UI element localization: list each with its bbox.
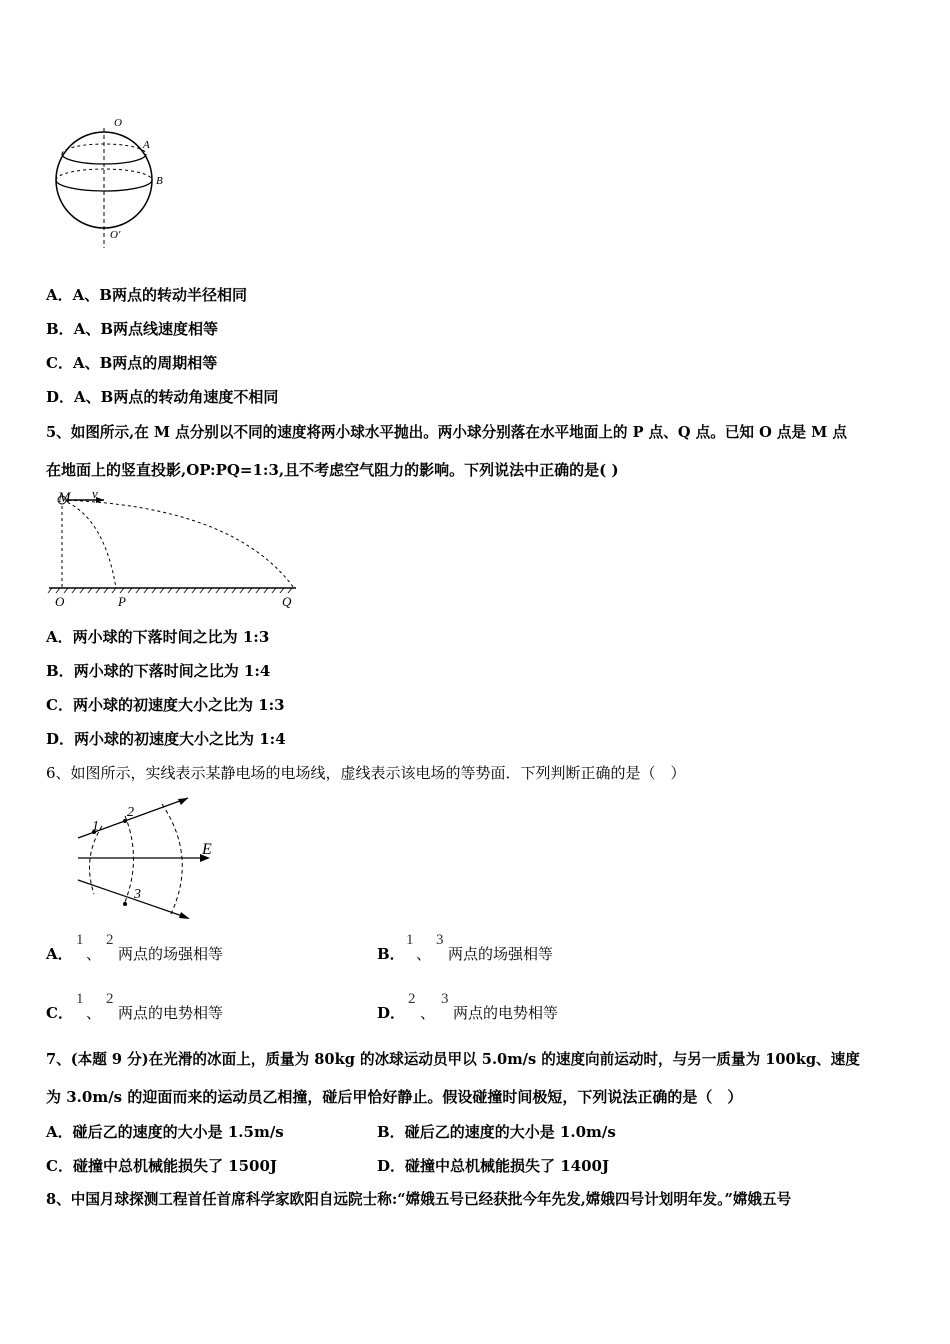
q7-option-b: B．碰后乙的速度的大小是 1.0m/s: [377, 1123, 616, 1141]
q4-option-c: C．A、B两点的周期相等: [46, 354, 218, 372]
field-label-1: 1: [92, 819, 99, 834]
q7-stem-line1: 7、(本题 9 分)在光滑的冰面上，质量为 80kg 的冰球运动员甲以 5.0m/s 的速度向前运动时，与另一质量为 100kg、速度: [46, 1051, 860, 1068]
field-label-2: 2: [127, 805, 134, 820]
q6-option-b-n2: 3: [436, 932, 444, 948]
projectile-label-p: P: [118, 594, 126, 609]
q6-option-d-sep: 、: [420, 1004, 436, 1022]
projectile-label-v: v: [92, 486, 98, 501]
sphere-label-b: B: [156, 175, 163, 187]
q6-option-c-sep: 、: [86, 1004, 102, 1022]
field-figure: [70, 790, 230, 925]
q4-option-a: A．A、B两点的转动半径相同: [46, 286, 247, 304]
q7-option-c: C．碰撞中总机械能损失了 1500J: [46, 1157, 278, 1175]
q6-option-a-text: 两点的场强相等: [118, 945, 224, 963]
q5-option-d: D．两小球的初速度大小之比为 1:4: [46, 730, 286, 748]
q6-option-d: D．: [377, 1004, 406, 1022]
q6-option-c-text: 两点的电势相等: [118, 1004, 224, 1022]
q7-option-a: A．碰后乙的速度的大小是 1.5m/s: [46, 1123, 284, 1141]
q6-stem: 6、如图所示，实线表示某静电场的电场线，虚线表示该电场的等势面．下列判断正确的是（ ）: [46, 764, 686, 782]
sphere-figure: [50, 112, 180, 252]
q5-option-c: C．两小球的初速度大小之比为 1:3: [46, 696, 285, 714]
q7-option-d: D．碰撞中总机械能损失了 1400J: [377, 1157, 610, 1175]
q5-option-b: B．两小球的下落时间之比为 1:4: [46, 662, 271, 680]
projectile-label-m: M: [58, 490, 71, 506]
q7-stem-line2: 为 3.0m/s 的迎面而来的运动员乙相撞，碰后甲恰好静止。假设碰撞时间极短，下列说法正确的是（ ）: [46, 1088, 743, 1106]
q4-option-d: D．A、B两点的转动角速度不相同: [46, 388, 279, 406]
q6-option-c-n2: 2: [106, 991, 114, 1007]
q6-option-b-n1: 1: [406, 932, 414, 948]
q8-stem-line1: 8、中国月球探测工程首任首席科学家欧阳自远院士称:“嫦娥五号已经获批今年先发,嫦娥四号计划明年发。”嫦娥五号: [46, 1191, 792, 1208]
projectile-label-o: O: [55, 594, 65, 609]
q6-option-a-n2: 2: [106, 932, 114, 948]
q5-stem-line2: 在地面上的竖直投影,OP:PQ=1:3,且不考虑空气阻力的影响。下列说法中正确的是( ): [46, 461, 619, 479]
q6-option-d-n1: 2: [408, 991, 416, 1007]
q5-stem-line1: 5、如图所示,在 M 点分别以不同的速度将两小球水平抛出。两小球分别落在水平地面上的 P 点、Q 点。已知 O 点是 M 点: [46, 424, 847, 441]
sphere-label-a: A: [143, 139, 150, 151]
sphere-label-o-prime: O′: [110, 229, 121, 241]
q6-option-d-text: 两点的电势相等: [453, 1004, 559, 1022]
projectile-label-q: Q: [282, 594, 292, 609]
q6-option-c-n1: 1: [76, 991, 84, 1007]
field-label-e: E: [202, 841, 212, 858]
sphere-label-o: O: [114, 117, 122, 129]
q6-option-b-text: 两点的场强相等: [448, 945, 554, 963]
q4-option-b: B．A、B两点线速度相等: [46, 320, 219, 338]
q6-option-d-n2: 3: [441, 991, 449, 1007]
projectile-figure: [44, 486, 304, 612]
q5-option-a: A．两小球的下落时间之比为 1:3: [46, 628, 270, 646]
field-label-3: 3: [134, 887, 141, 902]
q6-option-a-n1: 1: [76, 932, 84, 948]
q6-option-c: C．: [46, 1004, 73, 1022]
q6-option-a-sep: 、: [86, 945, 102, 963]
q6-option-b-sep: 、: [416, 945, 432, 963]
q6-option-b: B．: [377, 945, 405, 963]
q6-option-a: A．: [46, 945, 73, 963]
